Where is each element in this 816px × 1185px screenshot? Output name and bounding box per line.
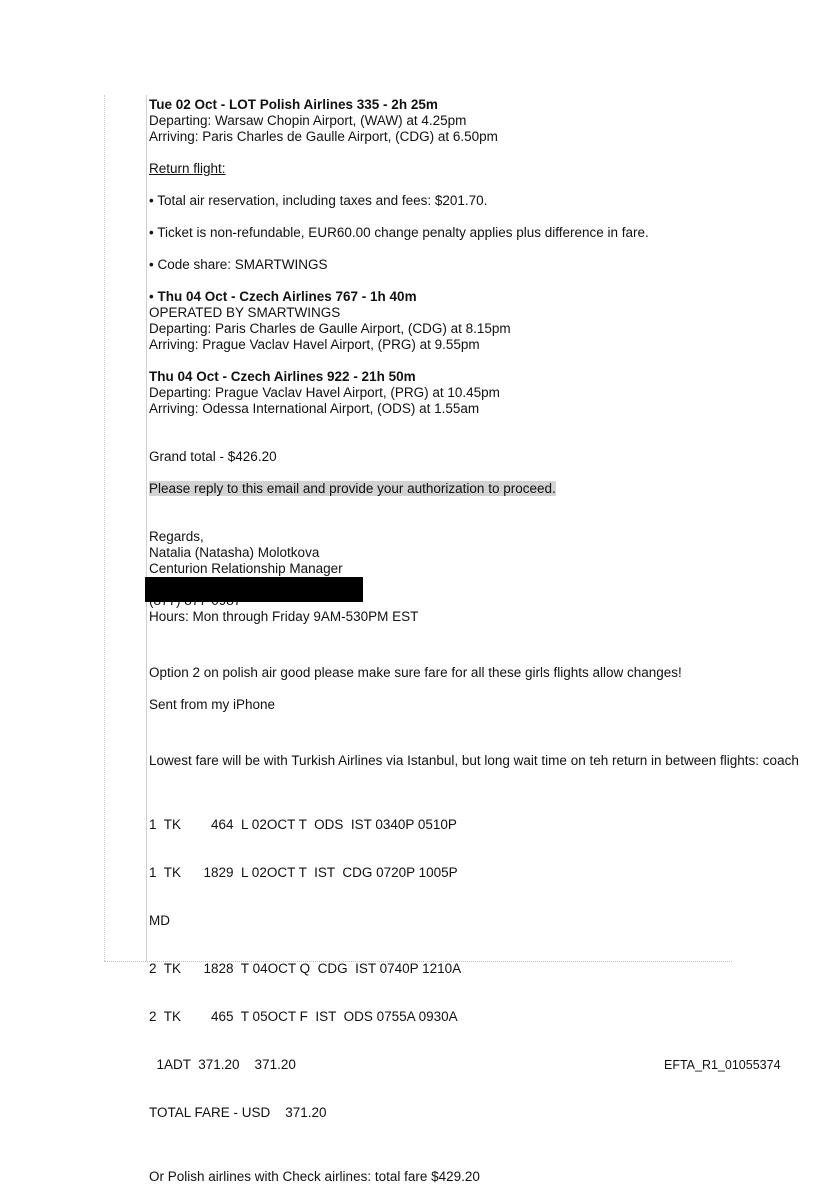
bullet-code-share: • Code share: SMARTWINGS (149, 257, 328, 272)
itinerary-line: 1ADT 371.20 371.20 (149, 1057, 296, 1072)
itinerary-line: 1 TK 464 L 02OCT T ODS IST 0340P 0510P (149, 817, 457, 832)
outbound-leg2-arrive: Arriving: Paris Charles de Gaulle Airport, (CDG) at 6.50pm (149, 129, 498, 144)
reply-message: Option 2 on polish air good please make sure fare for all these girls flights allow changes! (149, 665, 682, 680)
return-leg1-arrive: Arriving: Prague Vaclav Havel Airport, (PRG) at 9.55pm (149, 337, 480, 352)
sent-from: Sent from my iPhone (149, 697, 276, 712)
return-leg1-depart: Departing: Paris Charles de Gaulle Airport, (CDG) at 8.15pm (149, 321, 511, 336)
bates-number: EFTA_R1_01055374 (664, 1058, 781, 1072)
outbound-leg2-header: Tue 02 Oct - LOT Polish Airlines 335 - 2h 25m (149, 97, 438, 112)
bullet-total-reservation: • Total air reservation, including taxes and fees: $201.70. (149, 193, 488, 208)
return-leg2-arrive: Arriving: Odessa International Airport, (ODS) at 1.55am (149, 401, 480, 416)
grand-total: Grand total - $426.20 (149, 449, 277, 464)
email-body (149, 97, 816, 1185)
return-leg1-bullet: • (149, 289, 158, 304)
signature-name: Natalia (Natasha) Molotkova (149, 545, 320, 560)
outbound-leg2-depart: Departing: Warsaw Chopin Airport, (WAW) at 4.25pm (149, 113, 467, 128)
redaction-box (145, 577, 363, 602)
reply-request: Please reply to this email and provide your authorization to proceed. (149, 481, 556, 496)
return-flight-title: Return flight: (149, 161, 226, 176)
return-leg1-operated: OPERATED BY SMARTWINGS (149, 305, 341, 320)
quote-bar (146, 95, 147, 961)
return-leg2-header: Thu 04 Oct - Czech Airlines 922 - 21h 50m (149, 369, 416, 384)
itinerary-line: MD (149, 913, 170, 928)
signature-hours: Hours: Mon through Friday 9AM-530PM EST (149, 609, 419, 624)
itinerary-line: 1 TK 1829 L 02OCT T IST CDG 0720P 1005P (149, 865, 458, 880)
bullet-ticket-refund: • Ticket is non-refundable, EUR60.00 change penalty applies plus difference in fare. (149, 225, 649, 240)
itinerary-line: 2 TK 1828 T 04OCT Q CDG IST 0740P 1210A (149, 961, 462, 976)
itinerary-block (149, 785, 816, 1153)
signature-title: Centurion Relationship Manager (149, 561, 343, 576)
itinerary-line: TOTAL FARE - USD 371.20 (149, 1105, 327, 1120)
polish-airlines-option: Or Polish airlines with Check airlines: total fare $429.20 (149, 1169, 480, 1184)
signature-regards: Regards, (149, 529, 204, 544)
lowest-fare-note: Lowest fare will be with Turkish Airlines via Istanbul, but long wait time on teh return in between flights: coach (149, 753, 799, 768)
return-leg2-depart: Departing: Prague Vaclav Havel Airport, (PRG) at 10.45pm (149, 385, 500, 400)
return-leg1-header: Thu 04 Oct - Czech Airlines 767 - 1h 40m (157, 289, 417, 304)
itinerary-line: 2 TK 465 T 05OCT F IST ODS 0755A 0930A (149, 1009, 458, 1024)
